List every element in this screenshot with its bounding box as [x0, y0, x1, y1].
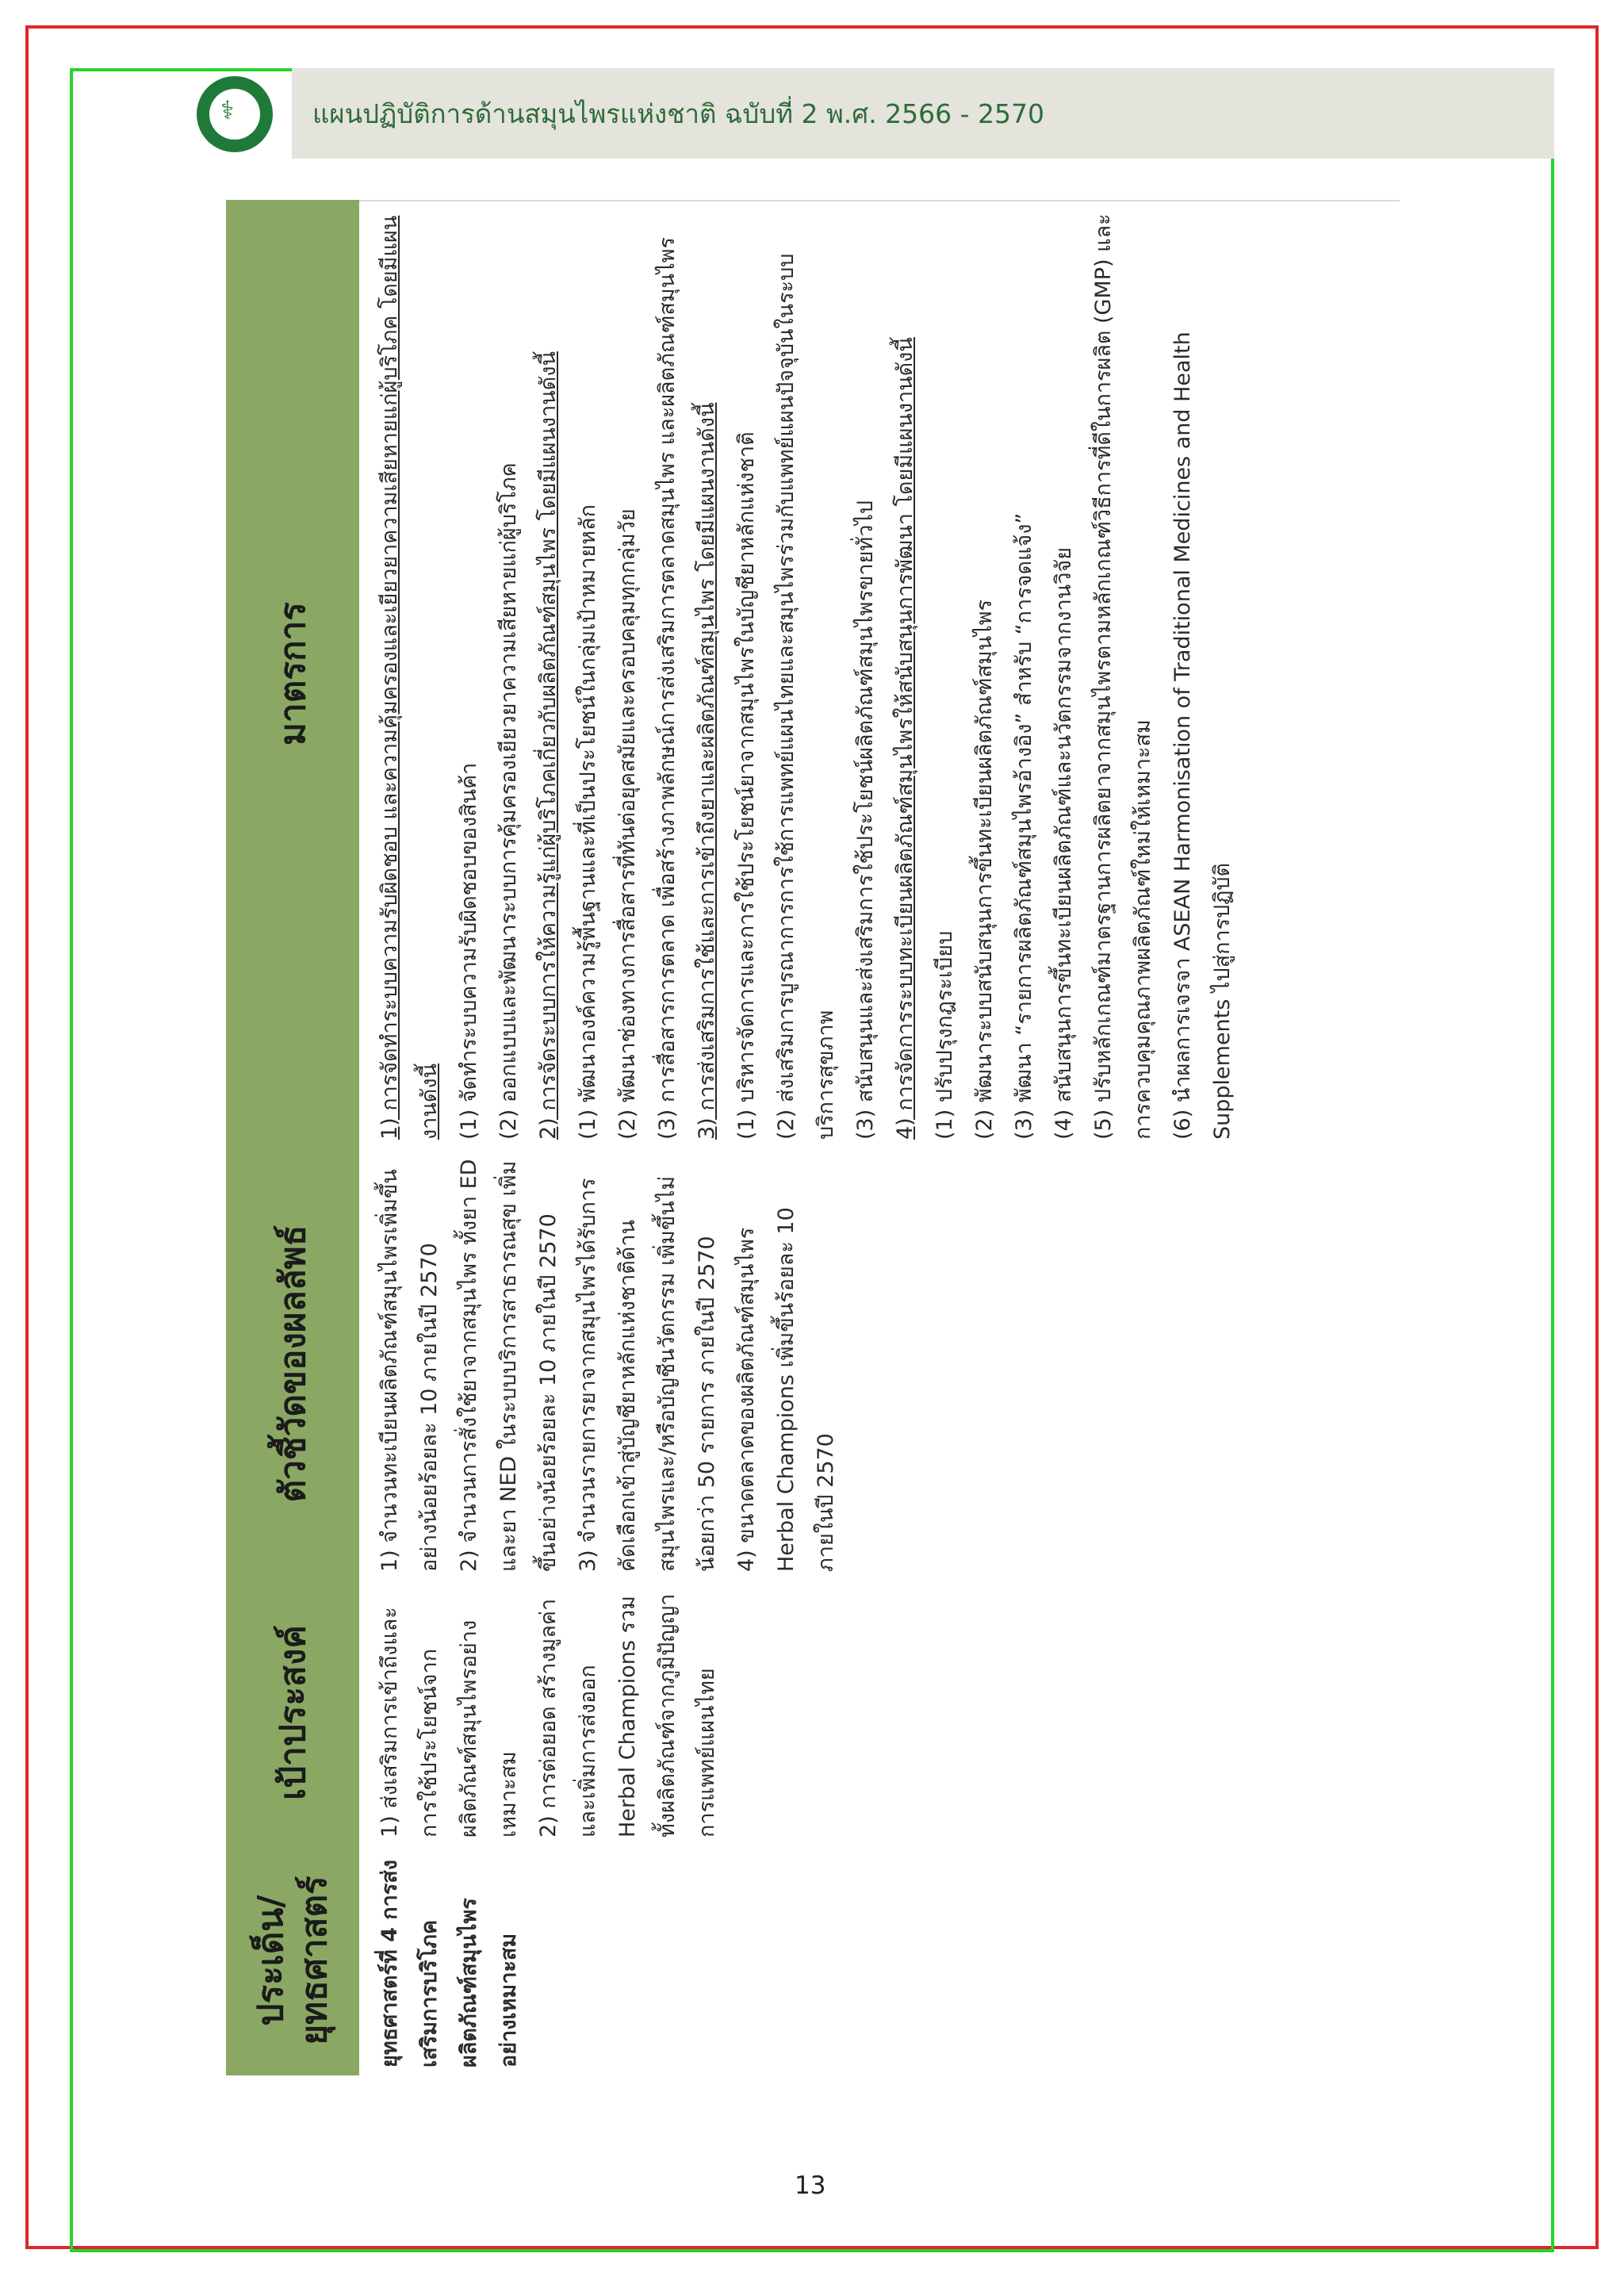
measure-item: 2) การจัดระบบการให้ความรู้แก่ผู้บริโภคเกี่ยวกับผลิตภัณฑ์สมุนไพร โดยมีแผนงานดังนี้: [536, 351, 561, 1140]
ministry-seal-icon: ⚕: [197, 76, 273, 152]
strategy-table-wrapper: [226, 200, 1400, 2075]
issue-cell: [359, 1845, 1400, 2075]
measure-item: (2) พัฒนาช่องทางการสื่อสารที่ทันต่อยุคสมัยและครอบคลุมทุกกลุ่มวัย: [615, 508, 640, 1140]
indicator-cell: [359, 1148, 1400, 1580]
header-issue: ประเด็น/ ยุทธศาสตร์: [251, 1876, 335, 2045]
indicator-item: 2) จำนวนการสั่งใช้ยาจากสมุนไพร ทั้งยา ED และยา NED ในระบบบริการสาธารณสุข เพิ่มขึ้นอย่างน้อยร้อยละ 10 ภายในปี 2570: [457, 1159, 561, 1572]
measure-cell: [359, 200, 1400, 1148]
measure-item: (5) ปรับหลักเกณฑ์มาตรฐานการผลิตยาจากสมุนไพรตามหลักเกณฑ์วิธีการที่ดีในการผลิต (GMP) และการควบคุมคุณภาพผลิตภัณฑ์ใหม่ให้เหมาะสม: [1091, 213, 1155, 1140]
goal-item: 1) ส่งเสริมการเข้าถึงและการใช้ประโยชน์จากผลิตภัณฑ์สมุนไพรอย่างเหมาะสม: [377, 1607, 521, 1838]
table-row: [359, 200, 1400, 2075]
indicator-item: 3) จำนวนรายการยาจากสมุนไพรได้รับการคัดเลือกเข้าสู่บัญชียาหลักแห่งชาติด้านสมุนไพรและ/หรือบัญชีนวัตกรรม เพิ่มขึ้นไม่น้อยกว่า 50 รายการ ภายในปี 2570: [576, 1175, 719, 1572]
header-measure: มาตรการ: [272, 602, 313, 745]
measure-item: 4) การจัดการระบบทะเบียนผลิตภัณฑ์สมุนไพรให้สนับสนุนการพัฒนา โดยมีแผนงานดังนี้: [893, 337, 917, 1140]
measure-item: (6) นำผลการเจรจา ASEAN Harmonisation of Traditional Medicines and Health Supplements ไปสู่การปฏิบัติ: [1170, 331, 1235, 1140]
measure-item: (1) ปรับปรุงกฎระเบียบ: [933, 930, 957, 1140]
indicator-item: 4) ขนาดตลาดของผลิตภัณฑ์สมุนไพร Herbal Champions เพิ่มขึ้นร้อยละ 10 ภายในปี 2570: [734, 1207, 838, 1572]
measure-item: (3) การสื่อสารการตลาด เพื่อสร้างภาพลักษณ์การส่งเสริมการตลาดสมุนไพร และผลิตภัณฑ์สมุนไพร: [655, 237, 680, 1140]
measure-item: 3) การส่งเสริมการใช้และการเข้าถึงยาและผลิตภัณฑ์สมุนไพร โดยมีแผนงานดังนี้: [695, 402, 719, 1140]
measure-item: (3) สนับสนุนและส่งเสริมการใช้ประโยชน์ผลิตภัณฑ์สมุนไพรขายทั่วไป: [853, 500, 878, 1140]
document-title: แผนปฏิบัติการด้านสมุนไพรแห่งชาติ ฉบับที่ 2 พ.ศ. 2566 - 2570: [312, 98, 1045, 129]
measure-item: (3) พัฒนา “รายการผลิตภัณฑ์สมุนไพรอ้างอิง” สำหรับ “การจดแจ้ง”: [1012, 512, 1036, 1140]
table-header: [226, 200, 359, 2075]
measure-item: 1) การจัดทำระบบความรับผิดชอบ และความคุ้มครองและเยียวยาความเสียหายแก่ผู้บริโภค โดยมีแผนงานดังนี้: [377, 215, 442, 1140]
measure-item: (4) สนับสนุนการขึ้นทะเบียนผลิตภัณฑ์และนวัตกรรมจากงานวิจัย: [1051, 546, 1076, 1140]
header-indicator: ตัวชี้วัดของผลลัพธ์: [272, 1224, 313, 1503]
issue-text: ยุทธศาสตร์ที่ 4 การส่งเสริมการบริโภคผลิตภัณฑ์สมุนไพรอย่างเหมาะสม: [377, 1860, 521, 2067]
measure-item: (2) พัฒนาระบบสนับสนุนการขึ้นทะเบียนผลิตภัณฑ์สมุนไพร: [972, 599, 997, 1140]
header-goal: เป้าประสงค์: [272, 1625, 313, 1800]
page-number: 13: [795, 2171, 826, 2200]
measure-item: (2) ออกแบบและพัฒนาระบบการคุ้มครองเยียวยาความเสียหายแก่ผู้บริโภค: [496, 462, 521, 1140]
strategy-table: [226, 200, 1400, 2075]
goal-cell: [359, 1580, 1400, 1845]
indicator-item: 1) จำนวนทะเบียนผลิตภัณฑ์สมุนไพรเพิ่มขึ้นอย่างน้อยร้อยละ 10 ภายในปี 2570: [377, 1169, 442, 1572]
measure-item: (1) จัดทำระบบความรับผิดชอบของสินค้า: [457, 762, 481, 1140]
measure-item: (1) บริหารจัดการและการใช้ประโยชน์ยาจากสมุนไพรในบัญชียาหลักแห่งชาติ: [734, 431, 759, 1140]
measure-item: (1) พัฒนาองค์ความรู้พื้นฐานและที่เป็นประโยชน์ในกลุ่มเป้าหมายหลัก: [576, 504, 600, 1140]
measure-item: (2) ส่งเสริมการบูรณาการการใช้การแพทย์แผนไทยและสมุนไพรร่วมกับแพทย์แผนปัจจุบันในระบบบริการสุขภาพ: [774, 253, 838, 1140]
goal-item: 2) การต่อยอด สร้างมูลค่า และเพิ่มการส่งออก Herbal Champions รวมทั้งผลิตภัณฑ์จากภูมิปัญญาการแพทย์แผนไทย: [536, 1593, 719, 1838]
